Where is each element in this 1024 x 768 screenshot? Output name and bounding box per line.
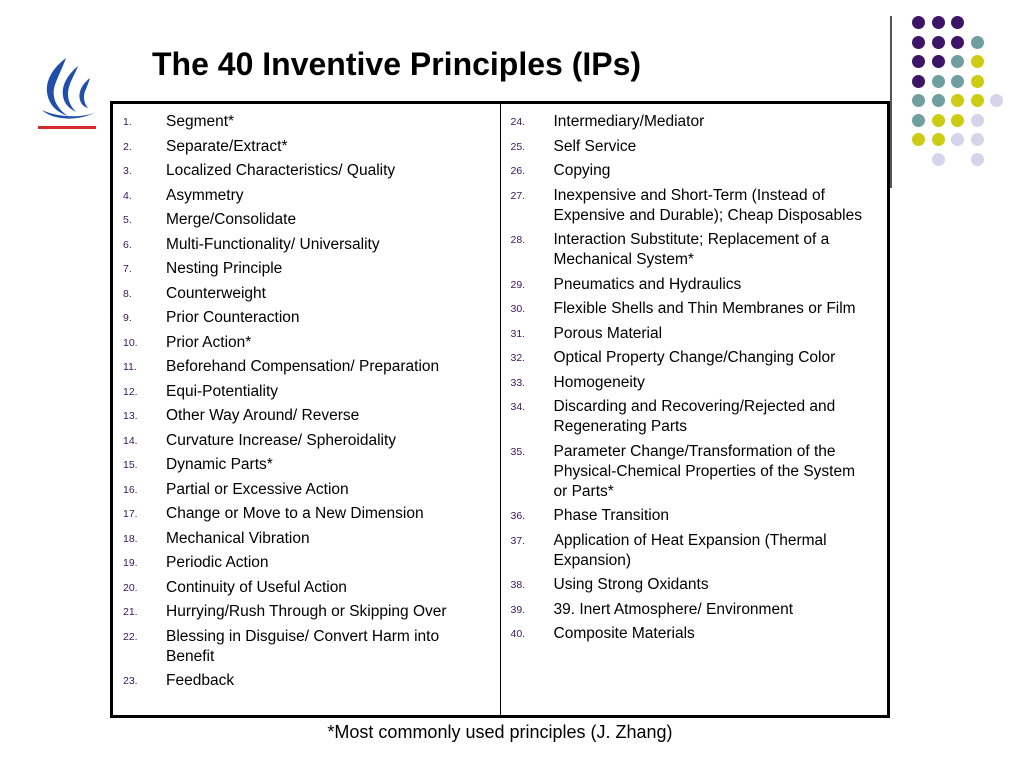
principle-item (123, 112, 486, 132)
principle-text: Counterweight (166, 284, 266, 302)
decorative-dot (932, 36, 945, 49)
principle-text: Equi-Potentiality (166, 382, 279, 400)
page-title: The 40 Inventive Principles (IPs) (152, 46, 642, 82)
footnote: *Most commonly used principles (J. Zhang) (327, 722, 673, 742)
principle-number: 39. (510, 603, 526, 616)
principle-number: 6. (123, 238, 132, 251)
principle-text: Blessing in Disguise/ Convert Harm into Benefit (166, 627, 440, 665)
principle-text: Self Service (553, 137, 637, 155)
decorative-dot (932, 114, 945, 127)
decorative-dot (951, 133, 964, 146)
principle-item (511, 373, 874, 393)
principle-item (511, 624, 874, 644)
decorative-divider (890, 16, 892, 188)
principle-number: 2. (123, 140, 132, 153)
principle-item (123, 529, 486, 549)
principle-item (511, 137, 874, 157)
principles-column-left (113, 104, 501, 715)
principle-item (511, 299, 874, 319)
principle-text: Pneumatics and Hydraulics (553, 275, 742, 293)
principle-number: 17. (123, 508, 138, 520)
principle-text: Merge/Consolidate (166, 211, 297, 228)
principle-number: 1. (123, 116, 132, 128)
decorative-dot (932, 133, 945, 146)
principle-item (511, 112, 874, 132)
decorative-dot (951, 16, 964, 29)
principle-number: 30. (510, 303, 526, 315)
decorative-dot (912, 94, 925, 107)
principle-number: 27. (510, 189, 526, 202)
principle-number: 38. (510, 579, 526, 591)
principle-text: Beforehand Compensation/ Preparation (166, 358, 440, 375)
principle-text: Periodic Action (166, 554, 269, 571)
decorative-dot (971, 36, 984, 49)
principle-number: 4. (123, 189, 132, 202)
principle-item (511, 506, 874, 526)
principle-number: 33. (510, 376, 526, 389)
principle-text: Dynamic Parts* (166, 456, 273, 473)
principle-number: 36. (510, 510, 526, 522)
principle-text: Application of Heat Expansion (Thermal Expansion) (553, 531, 827, 569)
decorative-dot (932, 153, 945, 166)
principle-item (511, 275, 874, 295)
principle-item (511, 600, 874, 620)
principle-text: Multi-Functionality/ Universality (166, 235, 380, 253)
principle-number: 14. (123, 434, 138, 447)
decorative-dot (971, 94, 984, 107)
principle-number: 15. (123, 459, 138, 471)
principle-item (511, 230, 874, 270)
decorative-dot (912, 133, 925, 146)
principle-number: 18. (123, 532, 138, 545)
principle-text: Change or Move to a New Dimension (166, 505, 424, 522)
principle-item (123, 504, 486, 524)
principle-number: 37. (510, 534, 526, 547)
principle-number: 16. (123, 483, 138, 496)
principle-number: 29. (510, 278, 526, 291)
principle-item (123, 186, 486, 206)
principle-text: Separate/Extract* (166, 137, 288, 155)
decorative-dot (951, 75, 964, 88)
principle-text: Localized Characteristics/ Quality (166, 162, 396, 179)
principle-item (511, 186, 874, 226)
principle-item (123, 578, 486, 598)
principle-text: Nesting Principle (166, 260, 283, 277)
decorative-dot (971, 153, 984, 166)
principle-number: 5. (123, 214, 132, 226)
principles-table (110, 101, 890, 718)
principle-number: 7. (123, 263, 132, 275)
principle-item (123, 284, 486, 304)
principle-text: Mechanical Vibration (166, 529, 310, 547)
principle-text: Partial or Excessive Action (166, 480, 349, 498)
decorative-dot (951, 36, 964, 49)
principle-number: 10. (123, 336, 138, 349)
principle-text: 39. Inert Atmosphere/ Environment (553, 600, 794, 618)
principle-text: Segment* (166, 113, 235, 130)
decorative-dot (912, 16, 925, 29)
principle-number: 32. (510, 352, 526, 364)
decorative-dot (932, 55, 945, 68)
principle-number: 3. (123, 165, 132, 177)
principle-item (511, 575, 874, 595)
principle-item (123, 455, 486, 475)
principle-text: Homogeneity (553, 373, 645, 391)
principle-number: 34. (510, 401, 526, 413)
principle-item (123, 553, 486, 573)
principle-item (123, 161, 486, 181)
principle-text: Interaction Substitute; Replacement of a Mechanical System* (553, 231, 830, 268)
university-flame-logo-icon (36, 56, 100, 132)
principle-text: Using Strong Oxidants (553, 576, 709, 593)
decorative-dot (951, 114, 964, 127)
decorative-dot (912, 36, 925, 49)
principle-text: Feedback (166, 672, 235, 689)
principle-item (123, 308, 486, 328)
decorative-dot (932, 75, 945, 88)
principle-item (511, 531, 874, 571)
principle-number: 25. (510, 140, 526, 153)
principle-text: Other Way Around/ Reverse (166, 407, 360, 424)
principle-item (123, 431, 486, 451)
principle-item (123, 235, 486, 255)
principle-text: Optical Property Change/Changing Color (553, 349, 836, 366)
principle-number: 12. (123, 385, 138, 398)
principle-item (123, 627, 486, 667)
principle-number: 24. (510, 116, 526, 128)
principle-number: 11. (123, 361, 137, 373)
principle-number: 31. (510, 327, 526, 340)
principle-item (511, 397, 874, 437)
principle-text: Discarding and Recovering/Rejected and Regenerating Parts (553, 398, 836, 435)
principle-number: 40. (510, 628, 526, 640)
principle-item (123, 382, 486, 402)
decorative-dot (990, 94, 1003, 107)
principle-item (123, 406, 486, 426)
decorative-dot (971, 75, 984, 88)
principle-item (511, 442, 874, 502)
decorative-dot (971, 55, 984, 68)
principle-number: 9. (123, 312, 132, 324)
principle-number: 28. (510, 234, 526, 246)
principle-item (511, 161, 874, 181)
principle-item (123, 210, 486, 230)
decorative-dot (971, 133, 984, 146)
principle-item (123, 480, 486, 500)
principle-number: 22. (123, 630, 138, 643)
principle-item (123, 671, 486, 691)
principle-text: Prior Counteraction (166, 309, 300, 326)
principle-number: 8. (123, 287, 132, 300)
principle-text: Prior Action* (166, 333, 252, 351)
principle-item (123, 259, 486, 279)
decorative-dot (912, 75, 925, 88)
decorative-dot (912, 55, 925, 68)
principle-item (511, 324, 874, 344)
principle-number: 19. (123, 557, 138, 569)
decorative-dot (932, 94, 945, 107)
principle-item (123, 137, 486, 157)
principle-number: 13. (123, 410, 138, 422)
principles-column-right (501, 104, 888, 715)
principle-item (123, 602, 486, 622)
decorative-dot (971, 114, 984, 127)
principle-text: Copying (553, 162, 611, 179)
principle-item (123, 333, 486, 353)
principle-text: Porous Material (553, 324, 663, 342)
decorative-dot (951, 55, 964, 68)
principle-number: 23. (123, 675, 138, 687)
principle-text: Flexible Shells and Thin Membranes or Film (553, 300, 856, 317)
principle-text: Hurrying/Rush Through or Skipping Over (166, 603, 447, 620)
decorative-dot (932, 16, 945, 29)
principle-text: Inexpensive and Short-Term (Instead of Expensive and Durable); Cheap Disposables (553, 186, 862, 224)
principle-text: Continuity of Useful Action (166, 578, 347, 596)
principle-text: Composite Materials (553, 625, 695, 642)
decorative-dot (951, 94, 964, 107)
principle-number: 35. (510, 445, 526, 458)
principle-number: 21. (123, 606, 138, 618)
principle-number: 20. (123, 581, 138, 594)
principle-text: Curvature Increase/ Spheroidality (166, 431, 397, 449)
decorative-dot (912, 114, 925, 127)
principle-text: Intermediary/Mediator (553, 113, 705, 130)
principle-text: Asymmetry (166, 186, 244, 204)
principle-text: Phase Transition (553, 507, 669, 524)
principle-text: Parameter Change/Transformation of the Physical-Chemical Properties of the System or Parts* (553, 442, 856, 500)
principle-item (123, 357, 486, 377)
principle-number: 26. (510, 165, 526, 177)
principle-item (511, 348, 874, 368)
